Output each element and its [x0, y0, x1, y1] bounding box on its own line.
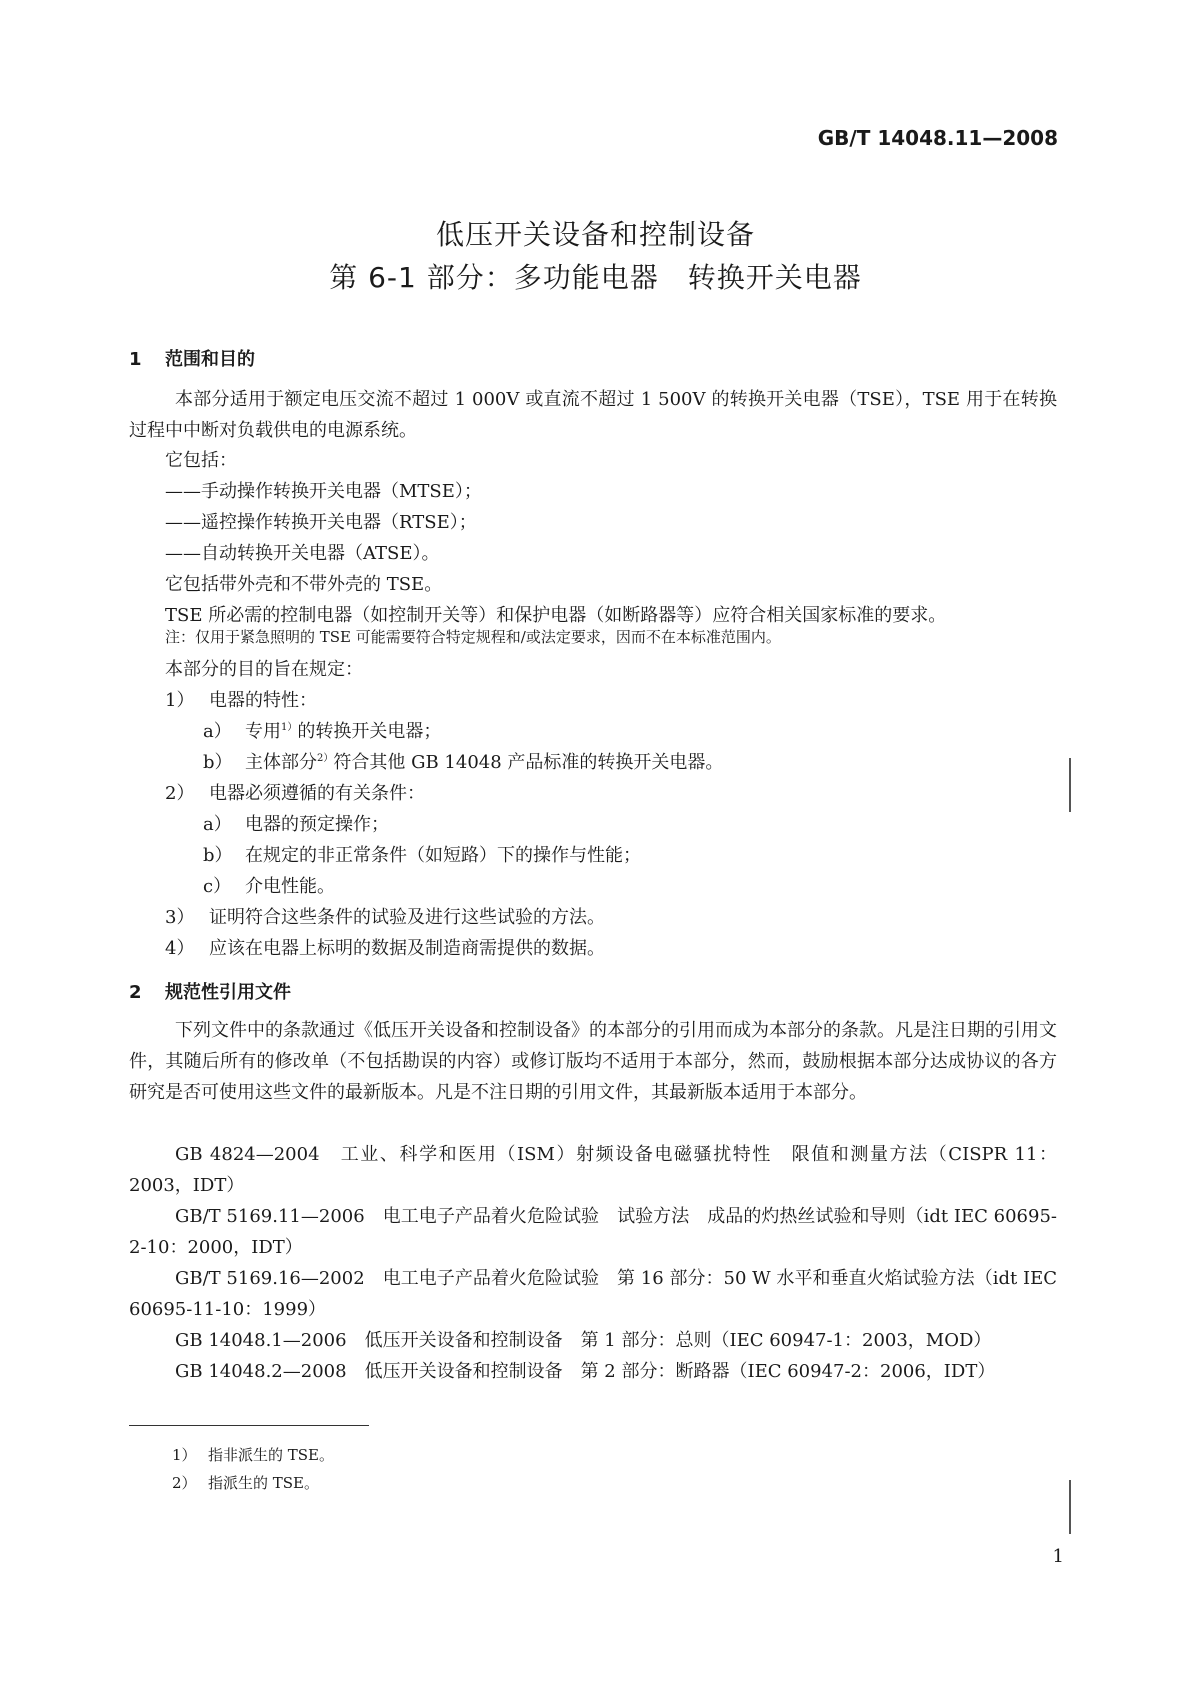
- section-title: 规范性引用文件: [165, 982, 291, 1003]
- list-text: 电器的预定操作；: [245, 814, 389, 835]
- section-2-heading: [129, 978, 291, 1004]
- list-text: 电器必须遵循的有关条件：: [209, 783, 425, 804]
- footnote-ref: 2）: [317, 753, 334, 764]
- list-item-2: [165, 778, 425, 809]
- margin-change-bar: [1069, 758, 1071, 812]
- list-label: 3）: [165, 907, 195, 928]
- footnote-text: 指非派生的 TSE。: [208, 1446, 334, 1464]
- reference-item: GB 14048.1—2006 低压开关设备和控制设备 第 1 部分：总则（IEC 60947-1：2003，MOD）: [175, 1330, 992, 1351]
- footnote: [172, 1472, 319, 1493]
- section-number: 1: [129, 349, 142, 370]
- list-text: 在规定的非正常条件（如短路）下的操作与性能；: [245, 845, 641, 866]
- list-item-2a: [203, 809, 389, 840]
- title-line-2: 第 6-1 部分：多功能电器 转换开关电器: [329, 261, 862, 294]
- reference-item: GB 14048.2—2008 低压开关设备和控制设备 第 2 部分：断路器（IEC 60947-2：2006，IDT）: [175, 1361, 996, 1382]
- list-text: 的转换开关电器；: [297, 721, 442, 742]
- list-text: 专用: [245, 721, 281, 742]
- control-text: TSE 所必需的控制电器（如控制开关等）和保护电器（如断路器等）应符合相关国家标准的要求。: [165, 605, 947, 626]
- section-1-heading: [129, 345, 255, 371]
- reference-item: GB/T 5169.11—2006 电工电子产品着火危险试验 试验方法 成品的灼热丝试验和导则（idt IEC 60695-2-10：2000，IDT）: [129, 1206, 1057, 1258]
- section-2-intro: 下列文件中的条款通过《低压开关设备和控制设备》的本部分的引用而成为本部分的条款。凡是注日期的引用文件，其随后所有的修改单（不包括勘误的内容）或修订版均不适用于本部分，然而，鼓励根据本部分达成协议的各方研究是否可使用这些文件的最新版本。凡是不注日期的引用文件，其最新版本适用于本部分。: [129, 1020, 1057, 1103]
- footnote: [172, 1444, 334, 1465]
- list-label: b）: [203, 752, 233, 773]
- list-item-2b: [203, 840, 641, 871]
- list-label: a）: [203, 814, 232, 835]
- list-text: 符合其他 GB 14048 产品标准的转换开关电器。: [333, 752, 724, 773]
- list-item-1: [165, 685, 317, 716]
- list-label: c）: [203, 876, 232, 897]
- title-line-1: 低压开关设备和控制设备: [435, 218, 755, 251]
- list-label: b）: [203, 845, 233, 866]
- list-item-1a: [203, 716, 441, 747]
- list-text: 应该在电器上标明的数据及制造商需提供的数据。: [209, 938, 605, 959]
- list-label: 1）: [165, 690, 195, 711]
- footnote-separator: [129, 1425, 369, 1426]
- list-label: 2）: [165, 783, 195, 804]
- list-label: a）: [203, 721, 232, 742]
- includes-item: ——自动转换开关电器（ATSE）。: [165, 543, 440, 564]
- list-item-2c: [203, 871, 335, 902]
- list-item-1b: [203, 747, 723, 778]
- includes-item: ——手动操作转换开关电器（MTSE）；: [165, 481, 482, 502]
- footnote-label: 2）: [172, 1474, 197, 1492]
- note-text: 注：仅用于紧急照明的 TSE 可能需要符合特定规程和/或法定要求，因而不在本标准范围内。: [165, 628, 781, 646]
- footnote-ref: 1）: [281, 722, 298, 733]
- enclosure-text: 它包括带外壳和不带外壳的 TSE。: [165, 574, 443, 595]
- reference-item: GB 4824—2004 工业、科学和医用（ISM）射频设备电磁骚扰特性 限值和测量方法（CISPR 11：2003，IDT）: [129, 1144, 1057, 1196]
- reference-item: GB/T 5169.16—2002 电工电子产品着火危险试验 第 16 部分：50 W 水平和垂直火焰试验方法（idt IEC 60695-11-10：1999）: [129, 1268, 1057, 1320]
- list-item-4: [165, 933, 605, 964]
- purpose-label: 本部分的目的旨在规定：: [165, 659, 363, 680]
- page-number: 1: [1052, 1546, 1064, 1567]
- section-number: 2: [129, 982, 142, 1003]
- section-1-intro: 本部分适用于额定电压交流不超过 1 000V 或直流不超过 1 500V 的转换开关电器（TSE），TSE 用于在转换过程中中断对负载供电的电源系统。: [129, 389, 1057, 441]
- margin-change-bar: [1069, 1480, 1071, 1534]
- list-text: 介电性能。: [245, 876, 335, 897]
- section-title: 范围和目的: [165, 349, 255, 370]
- list-text: 证明符合这些条件的试验及进行这些试验的方法。: [209, 907, 605, 928]
- list-text: 电器的特性：: [209, 690, 317, 711]
- list-label: 4）: [165, 938, 195, 959]
- list-item-3: [165, 902, 605, 933]
- includes-label: 它包括：: [165, 450, 237, 471]
- includes-item: ——遥控操作转换开关电器（RTSE）；: [165, 512, 477, 533]
- footnote-label: 1）: [172, 1446, 197, 1464]
- list-text: 主体部分: [245, 752, 317, 773]
- standard-code: GB/T 14048.11—2008: [817, 126, 1058, 150]
- footnote-text: 指派生的 TSE。: [208, 1474, 319, 1492]
